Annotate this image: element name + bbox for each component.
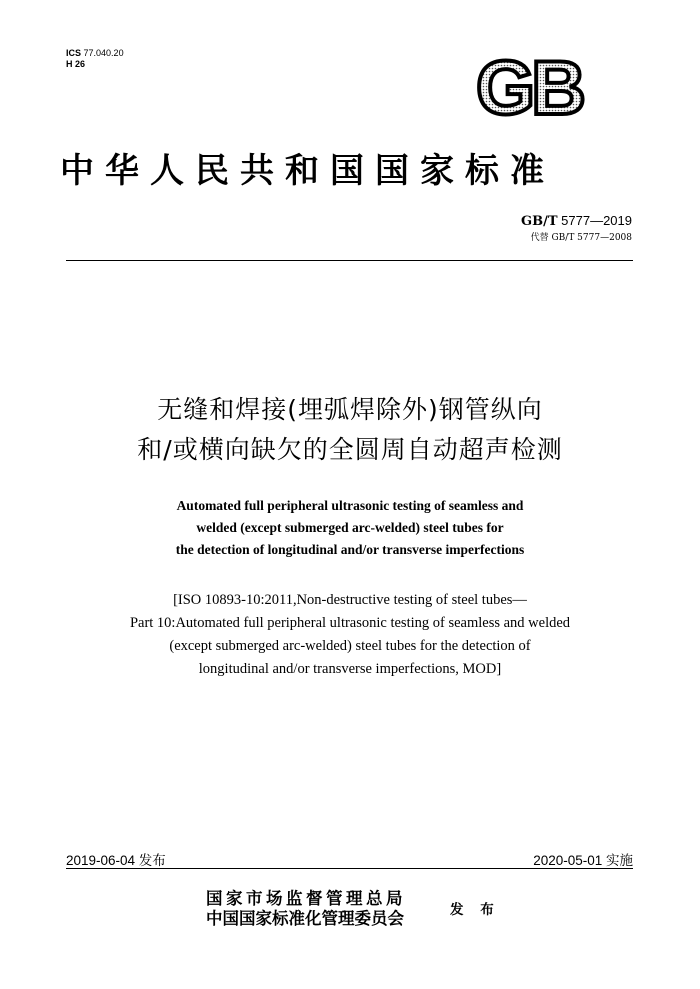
ics-label: ICS [66, 48, 82, 58]
title-en-line1: Automated full peripheral ultrasonic testing of seamless and [176, 498, 524, 513]
standard-number-value: 5777—2019 [561, 213, 632, 228]
standard-body-title: 中华人民共和国国家标准 [60, 151, 555, 191]
title-cn-line2: 和/或横向缺欠的全圆周自动超声检测 [137, 435, 563, 464]
issuing-authorities [206, 889, 406, 929]
ics-classification [66, 48, 124, 70]
iso-reference-line3: (except submerged arc-welded) steel tubes for the detection of [169, 638, 531, 654]
gb-logo [458, 52, 600, 120]
standard-number [521, 213, 632, 229]
standard-code: GB/T [521, 214, 558, 229]
gb-logo-text: GB [476, 52, 582, 120]
title-en-line3: the detection of longitudinal and/or transverse imperfections [175, 542, 525, 557]
ccs-code: H 26 [66, 59, 86, 69]
replaces-standard: 代替 GB/T 5777—2008 [530, 233, 632, 243]
bottom-divider [66, 868, 633, 869]
publish-label: 发 布 [450, 902, 500, 918]
issuer-samr: 国家市场监督管理总局 [206, 889, 406, 908]
title-cn-line1: 无缝和焊接(埋弧焊除外)钢管纵向 [157, 395, 543, 424]
title-en-line2: welded (except submerged arc-welded) steel tubes for [196, 520, 504, 535]
iso-reference-line4: longitudinal and/or transverse imperfections, MOD] [198, 661, 502, 677]
iso-reference-line1: [ISO 10893-10:2011,Non-destructive testing of steel tubes— [173, 592, 527, 608]
iso-reference-line2: Part 10:Automated full peripheral ultrasonic testing of seamless and welded [129, 615, 571, 631]
issuer-sac: 中国国家标准化管理委员会 [206, 909, 404, 928]
issue-date: 2019-06-04 发布 [66, 853, 166, 868]
top-divider [66, 260, 633, 261]
implementation-date: 2020-05-01 实施 [533, 853, 633, 868]
ics-code: 77.040.20 [83, 48, 124, 58]
